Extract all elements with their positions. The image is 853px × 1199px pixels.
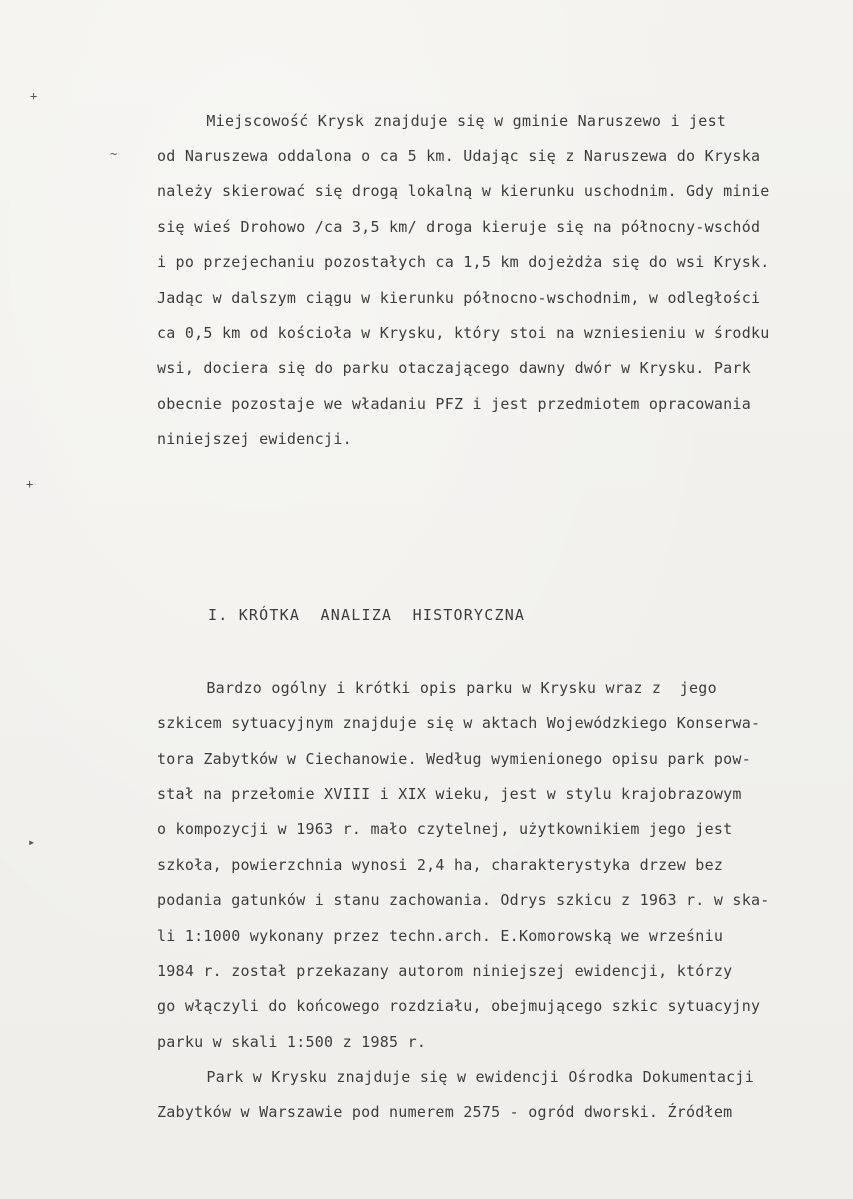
text-line: tora Zabytków w Ciechanowie. Według wymienionego opisu park pow- bbox=[157, 750, 751, 768]
text-line: od Naruszewa oddalona o ca 5 km. Udając się z Naruszewa do Kryska bbox=[157, 147, 761, 165]
text-line: należy skierować się drogą lokalną w kierunku uschodnim. Gdy minie bbox=[157, 182, 770, 200]
text-line: go włączyli do końcowego rozdziału, obejmującego szkic sytuacyjny bbox=[157, 997, 761, 1015]
margin-mark: + bbox=[30, 89, 38, 103]
text-line: parku w skali 1:500 z 1985 r. bbox=[157, 1033, 427, 1051]
text-line: 1984 r. został przekazany autorom niniejszej ewidencji, którzy bbox=[157, 962, 733, 980]
text-line: ca 0,5 km od kościoła w Krysku, który stoi na wzniesieniu w środku bbox=[157, 324, 770, 342]
text-line: o kompozycji w 1963 r. mało czytelnej, użytkownikiem jego jest bbox=[157, 820, 733, 838]
text-line: niniejszej ewidencji. bbox=[157, 430, 352, 448]
text-line: i po przejechaniu pozostałych ca 1,5 km dojeżdża się do wsi Krysk. bbox=[157, 253, 770, 271]
text-line: obecnie pozostaje we władaniu PFZ i jest przedmiotem opracowania bbox=[157, 395, 751, 413]
text-line: podania gatunków i stanu zachowania. Odrys szkicu z 1963 r. w ska- bbox=[157, 891, 770, 909]
margin-mark: ▸ bbox=[28, 835, 36, 849]
text-line: szkoła, powierzchnia wynosi 2,4 ha, charakterystyka drzew bez bbox=[157, 856, 724, 874]
text-line: Bardzo ogólny i krótki opis parku w Krysku wraz z jego bbox=[160, 679, 717, 697]
margin-mark: + bbox=[26, 477, 34, 491]
text-line: li 1:1000 wykonany przez techn.arch. E.Komorowską we wrześniu bbox=[157, 927, 724, 945]
text-line: stał na przełomie XVIII i XIX wieku, jest w stylu krajobrazowym bbox=[157, 785, 742, 803]
text-line: szkicem sytuacyjnym znajduje się w aktach Wojewódzkiego Konserwa- bbox=[157, 714, 761, 732]
text-line: Zabytków w Warszawie pod numerem 2575 - ogród dworski. Źródłem bbox=[157, 1103, 733, 1121]
text-line: Jadąc w dalszym ciągu w kierunku północno-wschodnim, w odległości bbox=[157, 289, 761, 307]
text-line: się wieś Drohowo /ca 3,5 km/ droga kieruje się na północny-wschód bbox=[157, 218, 761, 236]
text-line: Miejscowość Krysk znajduje się w gminie Naruszewo i jest bbox=[160, 112, 727, 130]
text-line: Park w Krysku znajduje się w ewidencji Ośrodka Dokumentacji bbox=[160, 1068, 754, 1086]
text-line: wsi, dociera się do parku otaczającego dawny dwór w Krysku. Park bbox=[157, 359, 751, 377]
section-heading: I. KRÓTKA ANALIZA HISTORYCZNA bbox=[208, 606, 526, 624]
margin-mark: ~ bbox=[110, 147, 118, 161]
